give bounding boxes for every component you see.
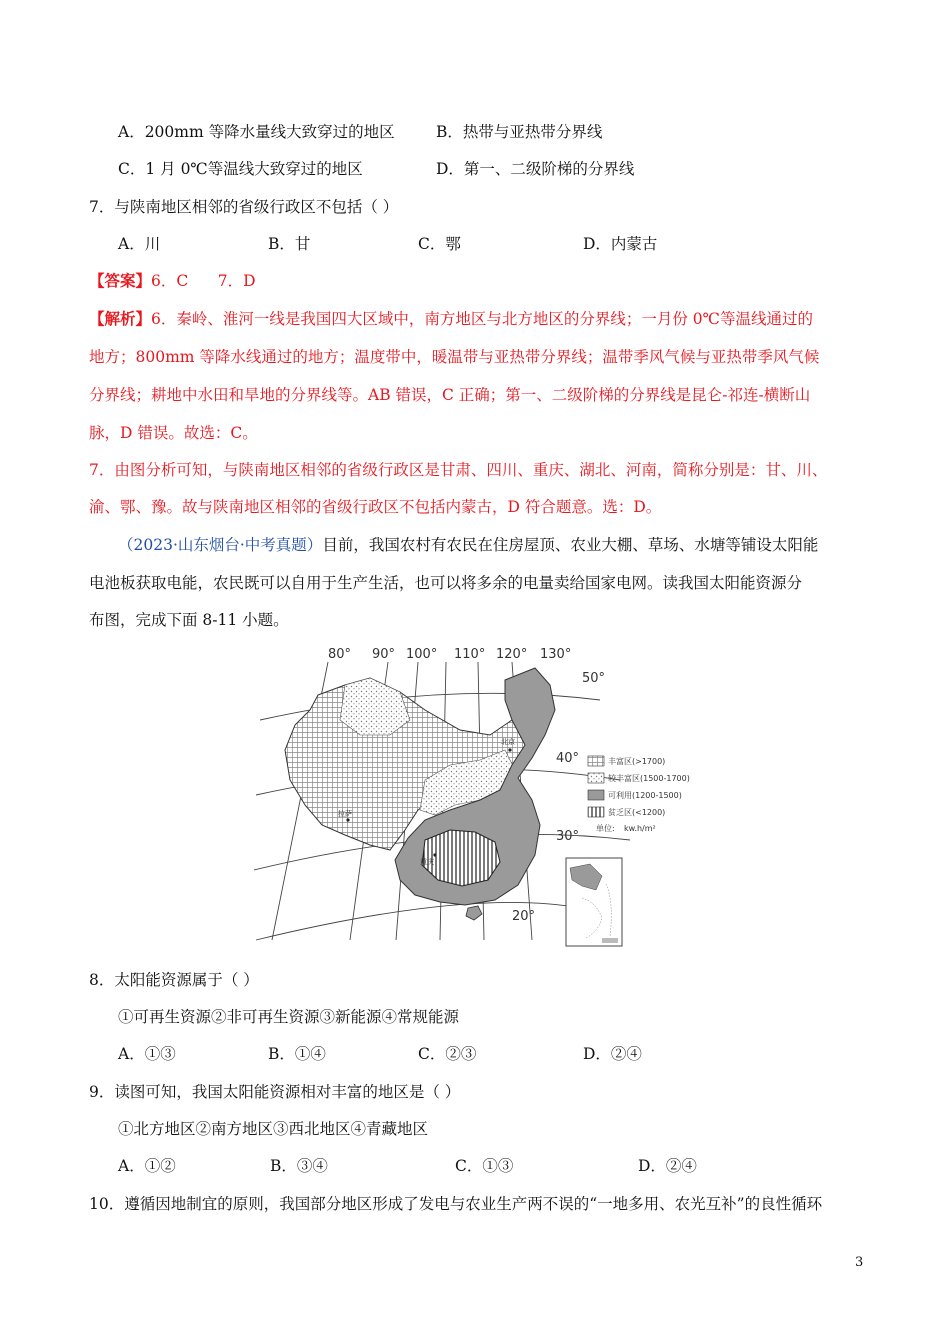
q7-option-a: A．川	[118, 235, 161, 253]
passage-line-1	[118, 533, 818, 557]
legend-unit-label: 单位:	[596, 824, 615, 833]
answer-line	[89, 269, 256, 293]
passage-source: （2023·山东烟台·中考真题）	[118, 536, 323, 554]
q10-stem: 10．遵循因地制宜的原则，我国部分地区形成了发电与农业生产两不误的“一地多用、农光互补”的良性循环	[89, 1195, 823, 1213]
legend-swatch-pinfa	[588, 807, 604, 817]
q9-stem: 9．读图可知，我国太阳能资源相对丰富的地区是（ ）	[89, 1083, 461, 1101]
map-svg	[250, 640, 690, 950]
lon-label-110: 110°	[454, 647, 486, 662]
analysis-line-4: 脉，D 错误。故选：C。	[89, 424, 258, 442]
lasa-dot	[346, 818, 349, 821]
q7-option-c: C．鄂	[418, 235, 461, 253]
passage-line-3: 布图，完成下面 8-11 小题。	[89, 611, 289, 629]
legend-swatch-fengfu	[588, 756, 604, 766]
chongqing-dot	[433, 853, 436, 856]
q8-option-d: D．②④	[583, 1045, 642, 1063]
lon-label-90: 90°	[372, 647, 396, 662]
q8-option-c: C．②③	[418, 1045, 477, 1063]
lon-label-80: 80°	[328, 647, 352, 662]
legend-keliyong: 可利用(1200-1500)	[608, 791, 682, 800]
q6-option-a: A．200mm 等降水量线大致穿过的地区	[118, 123, 395, 141]
legend-swatch-keliyong	[588, 790, 604, 800]
q9-option-c: C．①③	[455, 1157, 514, 1175]
analysis-line-1	[89, 307, 813, 331]
q9-option-a: A．①②	[118, 1157, 176, 1175]
city-lasa: 拉萨	[338, 810, 352, 818]
map-regions	[285, 668, 555, 920]
q8-choices: ①可再生资源②非可再生资源③新能源④常规能源	[118, 1008, 460, 1026]
legend-pinfa: 贫乏区(<1200)	[608, 808, 666, 817]
answer-label: 【答案】	[89, 271, 152, 290]
solar-resource-map	[250, 640, 690, 950]
lon-label-120: 120°	[496, 647, 528, 662]
lat-label-40: 40°	[556, 751, 580, 766]
lon-label-100: 100°	[406, 647, 438, 662]
south-china-sea-inset	[566, 858, 622, 946]
q7-stem: 7．与陕南地区相邻的省级行政区不包括（ ）	[89, 198, 399, 216]
lat-label-30: 30°	[556, 829, 580, 844]
q7-option-b: B．甘	[268, 235, 311, 253]
legend-unit: kw.h/m²	[624, 824, 656, 833]
legend-swatch-jiaofengfu	[588, 773, 604, 783]
q7-option-d: D．内蒙古	[583, 235, 658, 253]
q6-option-b: B．热带与亚热带分界线	[436, 123, 603, 141]
answer-text: 6．C 7．D	[151, 272, 256, 290]
analysis-label: 【解析】	[89, 309, 152, 328]
q9-option-b: B．③④	[270, 1157, 328, 1175]
legend-jiaofengfu: 较丰富区(1500-1700)	[608, 774, 690, 783]
map-legend	[588, 756, 690, 833]
hainan-island	[466, 906, 482, 920]
q6-option-c: C．1 月 0℃等温线大致穿过的地区	[118, 160, 363, 178]
region-jiaofengfu	[340, 678, 410, 735]
city-chongqing: 重庆	[420, 858, 434, 866]
legend-fengfu: 丰富区(>1700)	[608, 757, 666, 766]
q8-stem: 8．太阳能资源属于（ ）	[89, 971, 259, 989]
q9-choices: ①北方地区②南方地区③西北地区④青藏地区	[118, 1120, 429, 1138]
analysis-line-6: 渝、鄂、豫。故与陕南地区相邻的省级行政区不包括内蒙古，D 符合题意。选：D。	[89, 498, 662, 516]
q9-option-d: D．②④	[638, 1157, 697, 1175]
analysis-line-5: 7．由图分析可知，与陕南地区相邻的省级行政区是甘肃、四川、重庆、湖北、河南，简称分别是：甘、川、	[89, 461, 828, 479]
passage-text-1: 目前，我国农村有农民在住房屋顶、农业大棚、草场、水塘等铺设太阳能	[322, 536, 819, 554]
analysis-line-2: 地方；800mm 等降水线通过的地方；温度带中，暖温带与亚热带分界线；温带季风气候与亚热带季风气候	[89, 348, 820, 366]
lon-label-130: 130°	[540, 647, 572, 662]
lat-label-50: 50°	[582, 671, 606, 686]
q6-option-d: D．第一、二级阶梯的分界线	[436, 160, 635, 178]
lat-label-20: 20°	[512, 909, 536, 924]
q8-option-b: B．①④	[268, 1045, 326, 1063]
beijing-dot	[508, 748, 511, 751]
city-beijing: 北京	[501, 738, 515, 746]
q8-option-a: A．①③	[118, 1045, 176, 1063]
passage-line-2: 电池板获取电能，农民既可以自用于生产生活，也可以将多余的电量卖给国家电网。读我国太阳能资源分	[89, 574, 803, 592]
analysis-text-1: 6．秦岭、淮河一线是我国四大区域中，南方地区与北方地区的分界线；一月份 0℃等温线通过的	[151, 310, 814, 328]
page-number: 3	[855, 1255, 864, 1270]
analysis-line-3: 分界线；耕地中水田和旱地的分界线等。AB 错误，C 正确；第一、二级阶梯的分界线是昆仑-祁连-横断山	[89, 386, 811, 404]
